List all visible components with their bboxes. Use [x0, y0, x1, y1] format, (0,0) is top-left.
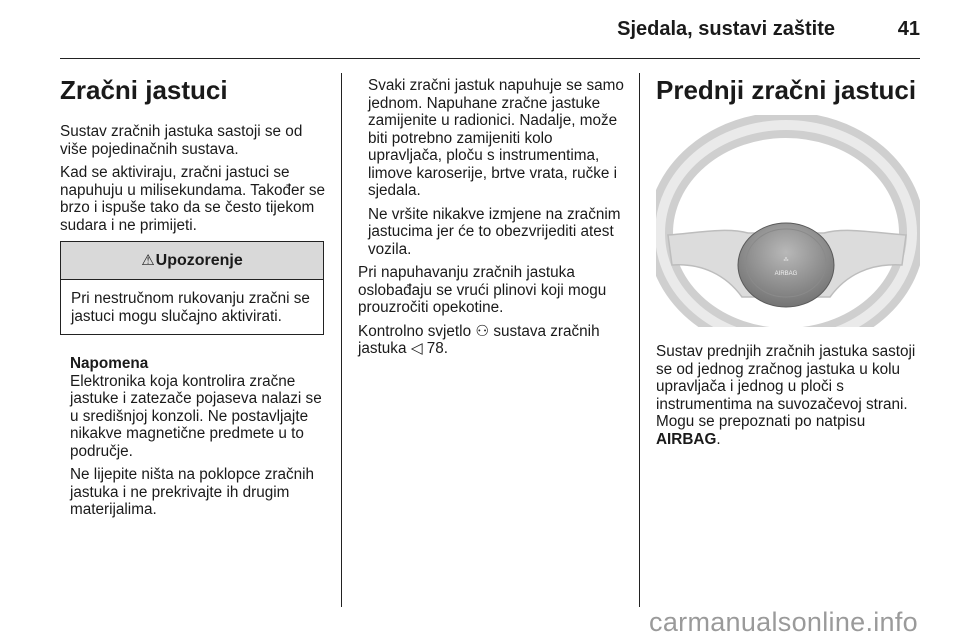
- paragraph: Pri napuhavanju zračnih jastuka oslobađaju se vrući plinovi koji mogu prouzročiti opekotine.: [358, 264, 607, 316]
- watermark: carmanualsonline.info: [649, 607, 918, 637]
- airbag-emphasis: AIRBAG: [656, 430, 717, 448]
- column-3: [656, 75, 926, 454]
- airbag-label: AIRBAG: [774, 271, 798, 277]
- note-block: [60, 355, 330, 519]
- warning-text: Pri nestručnom rukovanju zračni se jastuci mogu slučajno aktivirati.: [71, 290, 310, 325]
- note-text: Ne lijepite ništa na poklopce zračnih jastuka i ne prekrivajte ih drugim materijalima.: [70, 466, 315, 518]
- warning-title: Upozorenje: [155, 252, 243, 269]
- paragraph: Sustav prednjih zračnih jastuka sastoji se od jednog zračnog jastuka u kolu upravljača i jednog u ploči s instrumentima na suvozačevoj strani. Mogu se prepoznati po natpisu AIRBAG.: [656, 343, 916, 448]
- page-reference-link[interactable]: 78.: [426, 340, 448, 357]
- paragraph: Kad se aktiviraju, zračni jastuci se napuhuju u milisekundama. Također se brzo i ispuše tako da se često tijekom sudara i ne primijeti.: [60, 164, 326, 234]
- paragraph: Kontrolno svjetlo ⚇ sustava zračnih jastuka ◁ 78.: [358, 321, 600, 357]
- page-section-title: Sjedala, sustavi zaštite: [617, 18, 835, 40]
- column-divider: [341, 73, 342, 607]
- warning-header: [61, 242, 323, 280]
- column-divider: [639, 73, 640, 607]
- note-text: Elektronika koja kontrolira zračne jastuke i zatezače pojaseva nalazi se u središnjoj konzoli. Ne postavljajte nikakve magnetične predmete u to područje.: [70, 372, 322, 460]
- column-2: [358, 77, 628, 364]
- warning-triangle-icon: ⚠: [141, 251, 155, 269]
- steering-wheel-image: [656, 115, 920, 327]
- section-heading: Zračni jastuci: [60, 75, 228, 105]
- warning-box: [60, 241, 324, 335]
- section-heading: Prednji zračni jastuci: [656, 75, 917, 105]
- paragraph: Sustav zračnih jastuka sastoji se od više pojedinačnih sustava.: [60, 123, 303, 158]
- column-1: [60, 75, 330, 525]
- header-divider: [60, 58, 920, 59]
- paragraph: Svaki zračni jastuk napuhuje se samo jednom. Napuhane zračne jastuke zamijenite u radionici. Nadalje, može biti potrebno zamijeniti kolo upravljača, ploču s instrumentima, limove karoserije, brtve vrata, ručke i sjedala.: [368, 77, 624, 199]
- page-number: 41: [897, 18, 920, 40]
- note-title: Napomena: [70, 355, 149, 372]
- paragraph: Ne vršite nikakve izmjene na zračnim jastucima jer će to obezvrijediti atest vozila.: [368, 205, 621, 258]
- logo-text: ⁂: [783, 257, 789, 263]
- reference-arrow-icon: ◁: [410, 339, 423, 357]
- airbag-warning-light-icon: ⚇: [475, 321, 490, 340]
